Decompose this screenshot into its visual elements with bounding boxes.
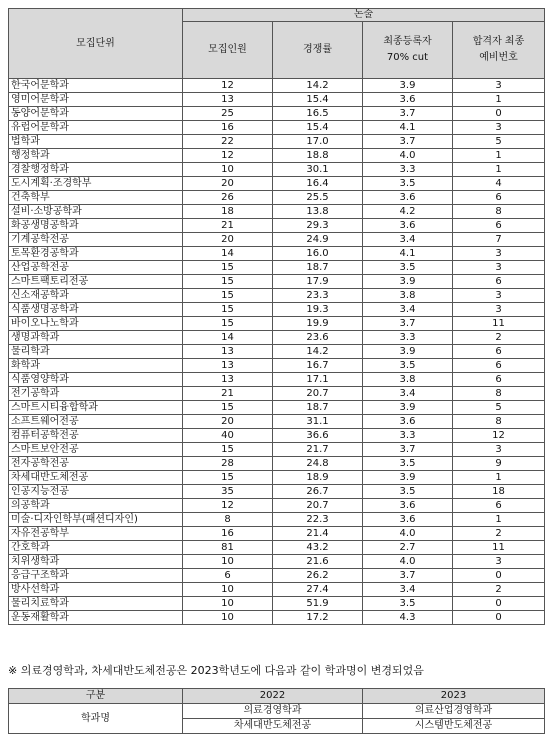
dept-name: 법학과	[9, 135, 183, 149]
table-row	[9, 121, 545, 135]
waitlist-number: 2	[453, 527, 545, 541]
dept-name: 건축학부	[9, 191, 183, 205]
quota: 16	[183, 121, 273, 135]
dept-name: 전자공학전공	[9, 457, 183, 471]
table-row	[9, 261, 545, 275]
table-row	[9, 107, 545, 121]
dept-name: 기계공학전공	[9, 233, 183, 247]
competition-ratio: 17.9	[273, 275, 363, 289]
competition-ratio: 21.7	[273, 443, 363, 457]
waitlist-number: 2	[453, 583, 545, 597]
quota: 20	[183, 233, 273, 247]
dept-name: 영미어문학과	[9, 93, 183, 107]
quota: 10	[183, 611, 273, 625]
rename-header-category: 구분	[9, 689, 183, 704]
table-row	[9, 387, 545, 401]
waitlist-number: 2	[453, 331, 545, 345]
competition-ratio: 24.8	[273, 457, 363, 471]
dept-name: 식품영양학과	[9, 373, 183, 387]
table-row	[9, 345, 545, 359]
table-row	[9, 317, 545, 331]
dept-name: 간호학과	[9, 541, 183, 555]
waitlist-number: 5	[453, 401, 545, 415]
quota: 10	[183, 555, 273, 569]
dept-name: 식품생명공학과	[9, 303, 183, 317]
table-row	[9, 443, 545, 457]
cut-70: 3.7	[363, 317, 453, 331]
dept-name: 물리학과	[9, 345, 183, 359]
waitlist-number: 1	[453, 93, 545, 107]
competition-ratio: 21.6	[273, 555, 363, 569]
header-ratio: 경쟁률	[273, 22, 363, 79]
table-row	[9, 359, 545, 373]
table-row	[9, 415, 545, 429]
competition-ratio: 51.9	[273, 597, 363, 611]
cut-70: 4.0	[363, 149, 453, 163]
cut-70: 3.5	[363, 177, 453, 191]
old-name: 의료경영학과	[183, 704, 363, 719]
cut-70: 3.9	[363, 275, 453, 289]
quota: 8	[183, 513, 273, 527]
cut-70: 3.6	[363, 93, 453, 107]
dept-name: 스마트보안전공	[9, 443, 183, 457]
competition-ratio: 18.9	[273, 471, 363, 485]
table-row	[9, 611, 545, 625]
table-row	[9, 275, 545, 289]
table-row	[9, 149, 545, 163]
competition-ratio: 22.3	[273, 513, 363, 527]
header-wait-line1: 합격자 최종	[472, 36, 525, 47]
competition-ratio: 15.4	[273, 93, 363, 107]
dept-name: 토목환경공학과	[9, 247, 183, 261]
waitlist-number: 1	[453, 513, 545, 527]
waitlist-number: 3	[453, 247, 545, 261]
competition-ratio: 17.2	[273, 611, 363, 625]
dept-name: 의공학과	[9, 499, 183, 513]
dept-name: 한국어문학과	[9, 79, 183, 93]
table-row	[9, 177, 545, 191]
competition-ratio: 18.7	[273, 261, 363, 275]
quota: 40	[183, 429, 273, 443]
dept-name: 미술·디자인학부(패션디자인)	[9, 513, 183, 527]
quota: 15	[183, 317, 273, 331]
table-row	[9, 429, 545, 443]
cut-70: 3.9	[363, 401, 453, 415]
cut-70: 3.8	[363, 373, 453, 387]
competition-ratio: 27.4	[273, 583, 363, 597]
waitlist-number: 3	[453, 289, 545, 303]
quota: 10	[183, 163, 273, 177]
cut-70: 3.5	[363, 597, 453, 611]
quota: 15	[183, 401, 273, 415]
quota: 22	[183, 135, 273, 149]
competition-ratio: 18.7	[273, 401, 363, 415]
dept-name: 방사선학과	[9, 583, 183, 597]
competition-ratio: 43.2	[273, 541, 363, 555]
competition-ratio: 20.7	[273, 499, 363, 513]
waitlist-number: 12	[453, 429, 545, 443]
quota: 28	[183, 457, 273, 471]
rename-header-2023: 2023	[363, 689, 545, 704]
header-cut-line2: 70% cut	[386, 52, 429, 63]
table-row	[9, 289, 545, 303]
cut-70: 3.4	[363, 233, 453, 247]
waitlist-number: 9	[453, 457, 545, 471]
competition-ratio: 31.1	[273, 415, 363, 429]
new-name: 시스템반도체전공	[363, 719, 545, 734]
table-row	[9, 513, 545, 527]
waitlist-number: 1	[453, 149, 545, 163]
quota: 15	[183, 303, 273, 317]
dept-name: 인공지능전공	[9, 485, 183, 499]
table-row	[9, 527, 545, 541]
dept-name: 동양어문학과	[9, 107, 183, 121]
quota: 12	[183, 149, 273, 163]
admission-results-table	[8, 8, 545, 625]
dept-name: 자유전공학부	[9, 527, 183, 541]
dept-name: 신소재공학과	[9, 289, 183, 303]
waitlist-number: 3	[453, 443, 545, 457]
quota: 14	[183, 247, 273, 261]
cut-70: 3.5	[363, 359, 453, 373]
waitlist-number: 18	[453, 485, 545, 499]
waitlist-number: 1	[453, 163, 545, 177]
dept-name: 물리치료학과	[9, 597, 183, 611]
dept-name: 스마트시티융합학과	[9, 401, 183, 415]
competition-ratio: 17.1	[273, 373, 363, 387]
waitlist-number: 0	[453, 611, 545, 625]
dept-name: 차세대반도체전공	[9, 471, 183, 485]
cut-70: 3.4	[363, 387, 453, 401]
waitlist-number: 1	[453, 471, 545, 485]
competition-ratio: 16.0	[273, 247, 363, 261]
cut-70: 3.6	[363, 499, 453, 513]
competition-ratio: 30.1	[273, 163, 363, 177]
quota: 16	[183, 527, 273, 541]
waitlist-number: 6	[453, 373, 545, 387]
header-cut-line1: 최종등록자	[383, 36, 432, 47]
table-row	[9, 457, 545, 471]
waitlist-number: 6	[453, 345, 545, 359]
waitlist-number: 3	[453, 555, 545, 569]
dept-name: 화학과	[9, 359, 183, 373]
cut-70: 3.6	[363, 513, 453, 527]
cut-70: 3.4	[363, 583, 453, 597]
table-row	[9, 247, 545, 261]
competition-ratio: 15.4	[273, 121, 363, 135]
dept-name: 행정학과	[9, 149, 183, 163]
rename-note: ※ 의료경영학과, 차세대반도체전공은 2023학년도에 다음과 같이 학과명이 변경되었음	[8, 664, 424, 677]
table-row	[9, 597, 545, 611]
cut-70: 3.4	[363, 303, 453, 317]
waitlist-number: 8	[453, 387, 545, 401]
competition-ratio: 23.3	[273, 289, 363, 303]
competition-ratio: 25.5	[273, 191, 363, 205]
table-row	[9, 191, 545, 205]
competition-ratio: 18.8	[273, 149, 363, 163]
competition-ratio: 21.4	[273, 527, 363, 541]
quota: 15	[183, 443, 273, 457]
quota: 20	[183, 415, 273, 429]
cut-70: 4.1	[363, 121, 453, 135]
waitlist-number: 6	[453, 191, 545, 205]
new-name: 의료산업경영학과	[363, 704, 545, 719]
waitlist-number: 8	[453, 415, 545, 429]
table-row	[9, 583, 545, 597]
cut-70: 3.3	[363, 331, 453, 345]
quota: 10	[183, 597, 273, 611]
quota: 6	[183, 569, 273, 583]
table-row	[9, 135, 545, 149]
quota: 10	[183, 583, 273, 597]
waitlist-number: 6	[453, 499, 545, 513]
table-row	[9, 541, 545, 555]
quota: 35	[183, 485, 273, 499]
cut-70: 4.1	[363, 247, 453, 261]
rename-table	[8, 688, 545, 734]
competition-ratio: 16.7	[273, 359, 363, 373]
waitlist-number: 0	[453, 597, 545, 611]
quota: 14	[183, 331, 273, 345]
quota: 21	[183, 387, 273, 401]
competition-ratio: 24.9	[273, 233, 363, 247]
competition-ratio: 17.0	[273, 135, 363, 149]
dept-name: 스마트팩토리전공	[9, 275, 183, 289]
cut-70: 3.8	[363, 289, 453, 303]
waitlist-number: 11	[453, 541, 545, 555]
waitlist-number: 0	[453, 107, 545, 121]
cut-70: 3.9	[363, 471, 453, 485]
dept-name: 생명과학과	[9, 331, 183, 345]
dept-name: 경찰행정학과	[9, 163, 183, 177]
cut-70: 3.7	[363, 135, 453, 149]
dept-name: 화공생명공학과	[9, 219, 183, 233]
table-row	[9, 219, 545, 233]
waitlist-number: 8	[453, 205, 545, 219]
cut-70: 4.0	[363, 527, 453, 541]
quota: 13	[183, 345, 273, 359]
quota: 25	[183, 107, 273, 121]
cut-70: 3.3	[363, 429, 453, 443]
rename-header-2022: 2022	[183, 689, 363, 704]
quota: 26	[183, 191, 273, 205]
competition-ratio: 16.4	[273, 177, 363, 191]
quota: 81	[183, 541, 273, 555]
table-row	[9, 205, 545, 219]
quota: 21	[183, 219, 273, 233]
waitlist-number: 4	[453, 177, 545, 191]
table-row	[9, 93, 545, 107]
cut-70: 3.9	[363, 79, 453, 93]
cut-70: 4.3	[363, 611, 453, 625]
table-row	[9, 569, 545, 583]
quota: 15	[183, 289, 273, 303]
quota: 13	[183, 373, 273, 387]
competition-ratio: 26.7	[273, 485, 363, 499]
quota: 18	[183, 205, 273, 219]
table-row	[9, 471, 545, 485]
competition-ratio: 26.2	[273, 569, 363, 583]
cut-70: 3.7	[363, 443, 453, 457]
cut-70: 3.5	[363, 485, 453, 499]
cut-70: 3.7	[363, 107, 453, 121]
dept-name: 산업공학전공	[9, 261, 183, 275]
cut-70: 3.6	[363, 191, 453, 205]
waitlist-number: 11	[453, 317, 545, 331]
waitlist-number: 3	[453, 121, 545, 135]
competition-ratio: 20.7	[273, 387, 363, 401]
cut-70: 3.3	[363, 163, 453, 177]
rename-row-label: 학과명	[9, 704, 183, 734]
table-row	[9, 373, 545, 387]
table-row	[9, 555, 545, 569]
quota: 13	[183, 359, 273, 373]
waitlist-number: 0	[453, 569, 545, 583]
quota: 15	[183, 261, 273, 275]
waitlist-number: 6	[453, 359, 545, 373]
table-row	[9, 401, 545, 415]
waitlist-number: 5	[453, 135, 545, 149]
quota: 12	[183, 499, 273, 513]
header-cut	[363, 22, 453, 79]
waitlist-number: 3	[453, 79, 545, 93]
competition-ratio: 23.6	[273, 331, 363, 345]
quota: 20	[183, 177, 273, 191]
dept-name: 바이오나노학과	[9, 317, 183, 331]
table-row	[9, 163, 545, 177]
cut-70: 3.9	[363, 345, 453, 359]
waitlist-number: 3	[453, 261, 545, 275]
table-row	[9, 499, 545, 513]
competition-ratio: 13.8	[273, 205, 363, 219]
table-row	[9, 79, 545, 93]
quota: 12	[183, 79, 273, 93]
quota: 13	[183, 93, 273, 107]
waitlist-number: 3	[453, 303, 545, 317]
dept-name: 컴퓨터공학전공	[9, 429, 183, 443]
dept-name: 도시계획·조경학부	[9, 177, 183, 191]
cut-70: 3.6	[363, 415, 453, 429]
competition-ratio: 14.2	[273, 345, 363, 359]
header-wait-line2: 예비번호	[479, 52, 518, 63]
dept-name: 치위생학과	[9, 555, 183, 569]
old-name: 차세대반도체전공	[183, 719, 363, 734]
header-waitlist	[453, 22, 545, 79]
competition-ratio: 29.3	[273, 219, 363, 233]
cut-70: 4.0	[363, 555, 453, 569]
waitlist-number: 6	[453, 219, 545, 233]
competition-ratio: 19.3	[273, 303, 363, 317]
dept-name: 전기공학과	[9, 387, 183, 401]
dept-name: 설비·소방공학과	[9, 205, 183, 219]
header-unit: 모집단위	[9, 9, 183, 79]
competition-ratio: 16.5	[273, 107, 363, 121]
table-row	[9, 485, 545, 499]
quota: 15	[183, 275, 273, 289]
dept-name: 유럽어문학과	[9, 121, 183, 135]
competition-ratio: 14.2	[273, 79, 363, 93]
table-row	[9, 331, 545, 345]
table-row	[9, 233, 545, 247]
dept-name: 응급구조학과	[9, 569, 183, 583]
competition-ratio: 36.6	[273, 429, 363, 443]
cut-70: 2.7	[363, 541, 453, 555]
dept-name: 소프트웨어전공	[9, 415, 183, 429]
table-row	[9, 303, 545, 317]
cut-70: 3.7	[363, 569, 453, 583]
cut-70: 3.5	[363, 261, 453, 275]
cut-70: 3.5	[363, 457, 453, 471]
header-count: 모집인원	[183, 22, 273, 79]
cut-70: 4.2	[363, 205, 453, 219]
competition-ratio: 19.9	[273, 317, 363, 331]
dept-name: 운동재활학과	[9, 611, 183, 625]
quota: 15	[183, 471, 273, 485]
cut-70: 3.6	[363, 219, 453, 233]
waitlist-number: 7	[453, 233, 545, 247]
waitlist-number: 6	[453, 275, 545, 289]
header-essay-group: 논술	[183, 9, 545, 22]
